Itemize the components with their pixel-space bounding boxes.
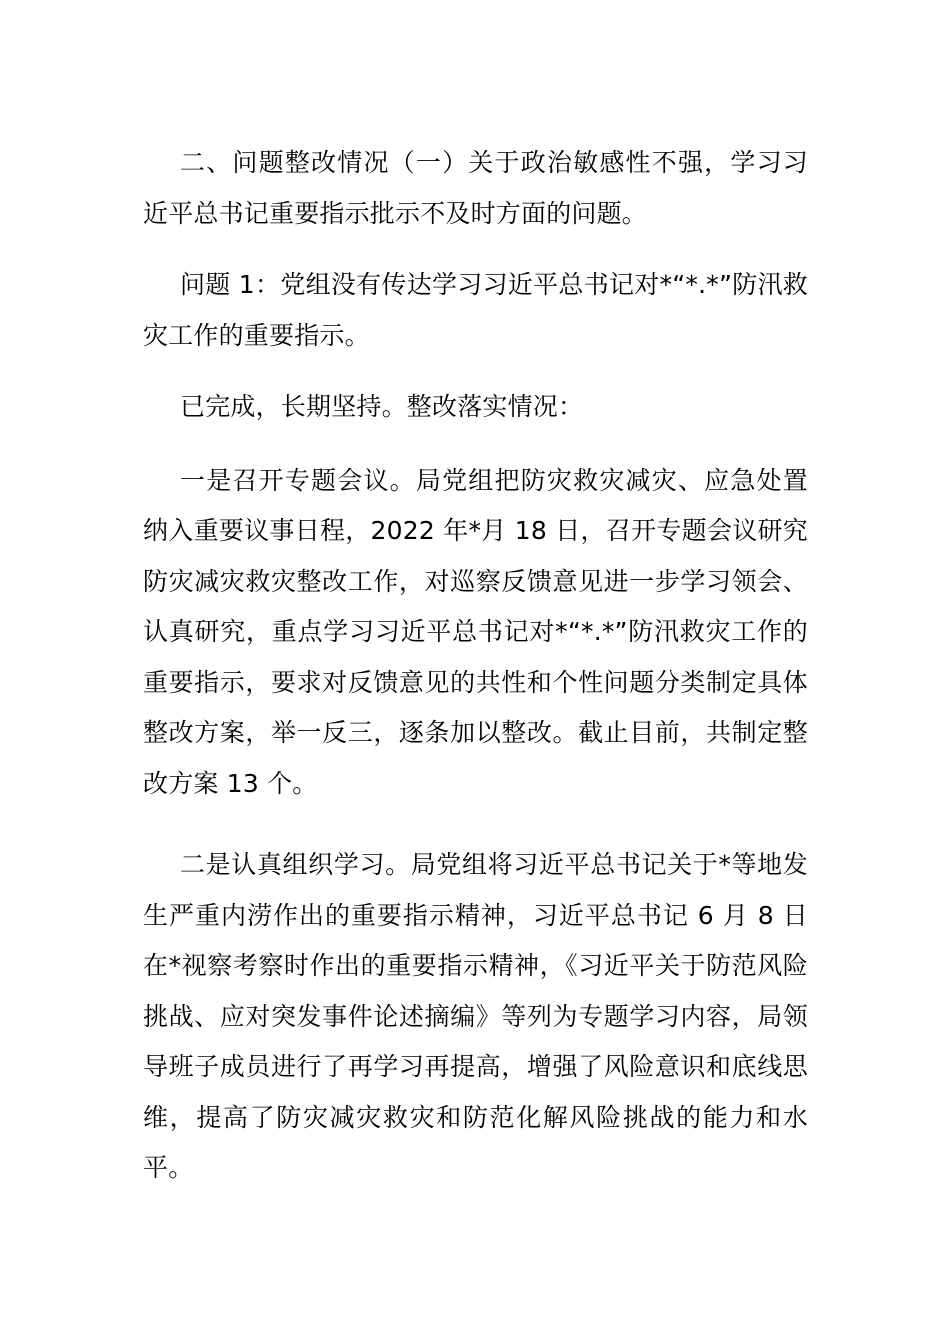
measure-1-paragraph: 一是召开专题会议。局党组把防灾救灾减灾、应急处置纳入重要议事日程，2022 年*月 18 日，召开专题会议研究防灾减灾救灾整改工作，对巡察反馈意见进一步学习领会、认真研究，重点学习习近平总书记对*“*.*”防汛救灾工作的重要指示，要求对反馈意见的共性和个性问题分类制定具体整改方案，举一反三，逐条加以整改。截止目前，共制定整改方案 13 个。	[143, 465, 808, 798]
status-paragraph: 已完成，长期坚持。整改落实情况：	[180, 392, 584, 421]
problem-1-paragraph: 问题 1：党组没有传达学习习近平总书记对*“*.*”防汛救灾工作的重要指示。	[143, 270, 808, 350]
measure-2-paragraph: 二是认真组织学习。局党组将习近平总书记关于*等地发生严重内涝作出的重要指示精神，习近平总书记 6 月 8 日在*视察考察时作出的重要指示精神，《习近平关于防范风险挑战、应对突发事件论述摘编》等列为专题学习内容，局领导班子成员进行了再学习再提高，增强了风险意识和底线思维，提高了防灾减灾救灾和防范化解风险挑战的能力和水平。	[143, 850, 808, 1182]
document-body	[143, 138, 808, 1194]
section-heading-paragraph: 二、问题整改情况（一）关于政治敏感性不强，学习习近平总书记重要指示批示不及时方面的问题。	[143, 148, 808, 228]
